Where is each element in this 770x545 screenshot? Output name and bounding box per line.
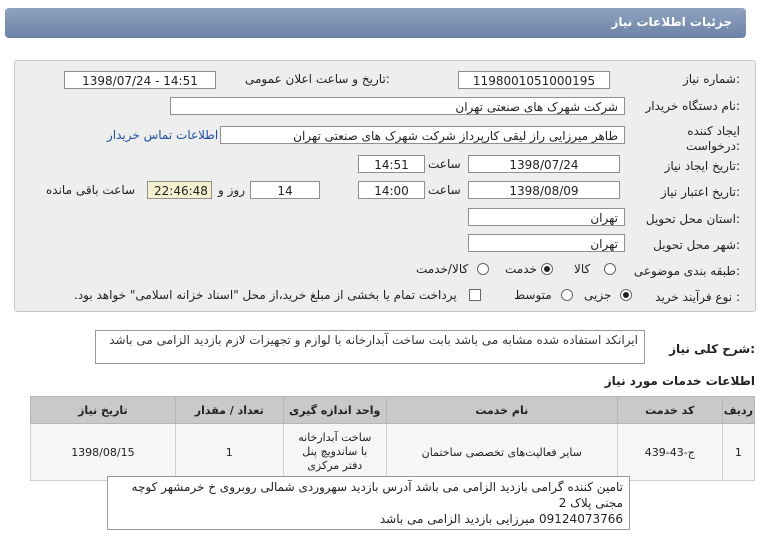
- buyer-note-line2: مجنی پلاک 2: [558, 496, 623, 510]
- created-date-label: تاریخ ایجاد نیاز:: [664, 159, 740, 173]
- col-unit: واحد اندازه گیری: [283, 397, 386, 424]
- city-field: تهران: [468, 234, 625, 252]
- validity-time-label: ساعت: [428, 183, 461, 197]
- validity-time-field: 14:00: [358, 181, 425, 199]
- remaining-time-label: ساعت باقی مانده: [46, 183, 136, 197]
- remaining-time-field: 22:46:48: [147, 181, 212, 199]
- services-table-header: [31, 397, 755, 424]
- col-name: نام خدمت: [386, 397, 617, 424]
- row-index: 1: [722, 424, 754, 481]
- row-qty: 1: [175, 424, 283, 481]
- category-service-label: خدمت: [505, 262, 537, 276]
- category-service-radio[interactable]: [541, 263, 553, 275]
- category-goods-service-label: کالا/خدمت: [416, 262, 469, 276]
- services-section-title: اطلاعات خدمات مورد نیاز: [604, 374, 755, 388]
- page-header: [5, 8, 746, 38]
- description-label: شرح کلی نیاز:: [669, 342, 755, 356]
- page-title: جزئیات اطلاعات نیاز: [611, 15, 732, 29]
- remaining-days-field: 14: [250, 181, 320, 199]
- process-minor-label: جزیی: [584, 288, 612, 302]
- buyer-contact-link[interactable]: اطلاعات تماس خریدار: [107, 128, 219, 142]
- description-text: ایرانکد استفاده شده مشابه می باشد بابت ساخت آبدارخانه با لوازم و تجهیزات لازم بازدید الزامی می باشد: [95, 330, 645, 364]
- table-row: [31, 424, 755, 481]
- process-medium-radio[interactable]: [561, 289, 573, 301]
- category-label: طبقه بندی موضوعی:: [633, 264, 740, 278]
- services-table: [30, 396, 755, 481]
- need-number-field: 1198001051000195: [458, 71, 610, 89]
- treasury-payment-checkbox[interactable]: [469, 289, 481, 301]
- col-code: کد خدمت: [617, 397, 722, 424]
- row-name: سایر فعالیت‌های تخصصی ساختمان: [386, 424, 617, 481]
- validity-date-label: تاریخ اعتبار نیاز:: [660, 185, 740, 199]
- buyer-field: شرکت شهرک های صنعتی تهران: [170, 97, 625, 115]
- created-time-label: ساعت: [428, 157, 461, 171]
- city-label: شهر محل تحویل:: [653, 238, 740, 252]
- col-qty: تعداد / مقدار: [175, 397, 283, 424]
- buyer-note: [107, 476, 630, 530]
- announce-date-label: تاریخ و ساعت اعلان عمومی:: [245, 72, 390, 86]
- validity-date-field: 1398/08/09: [468, 181, 620, 199]
- buyer-note-line1: تامین کننده گرامی بازدید الزامی می باشد آدرس بازدید سهروردی شمالی روبروی خ خرمشهر کوچه: [131, 480, 623, 494]
- col-date: تاریخ نیاز: [31, 397, 176, 424]
- province-label: استان محل تحویل:: [645, 212, 740, 226]
- category-goods-service-radio[interactable]: [477, 263, 489, 275]
- creator-label-line1: ایجاد کننده: [687, 124, 740, 138]
- category-goods-label: کالا: [574, 262, 591, 276]
- category-goods-radio[interactable]: [604, 263, 616, 275]
- created-date-field: 1398/07/24: [468, 155, 620, 173]
- created-time-field: 14:51: [358, 155, 425, 173]
- row-code: ج-43-439: [617, 424, 722, 481]
- treasury-payment-note: پرداخت تمام یا بخشی از مبلغ خرید،از محل "اسناد خزانه اسلامی" خواهد بود.: [74, 288, 457, 302]
- creator-field: طاهر میرزایی راز لیقی کارپرداز شرکت شهرک های صنعتی تهران: [220, 126, 625, 144]
- province-field: تهران: [468, 208, 625, 226]
- buyer-note-line3: 09124073766 میرزایی بازدید الزامی می باشد: [379, 512, 623, 526]
- need-number-label: شماره نیاز:: [682, 72, 740, 86]
- announce-date-field: 1398/07/24 - 14:51: [64, 71, 216, 89]
- row-unit: ساخت آبدارخانه با ساندویچ پنل دفتر مرکزی: [283, 424, 386, 481]
- process-medium-label: متوسط: [514, 288, 552, 302]
- creator-label-line2: درخواست:: [686, 139, 740, 153]
- process-label: نوع فرآیند خرید :: [655, 290, 740, 304]
- buyer-label: نام دستگاه خریدار:: [645, 99, 740, 113]
- day-and-label: روز و: [218, 183, 245, 197]
- col-row: ردیف: [722, 397, 754, 424]
- process-minor-radio[interactable]: [620, 289, 632, 301]
- row-date: 1398/08/15: [31, 424, 176, 481]
